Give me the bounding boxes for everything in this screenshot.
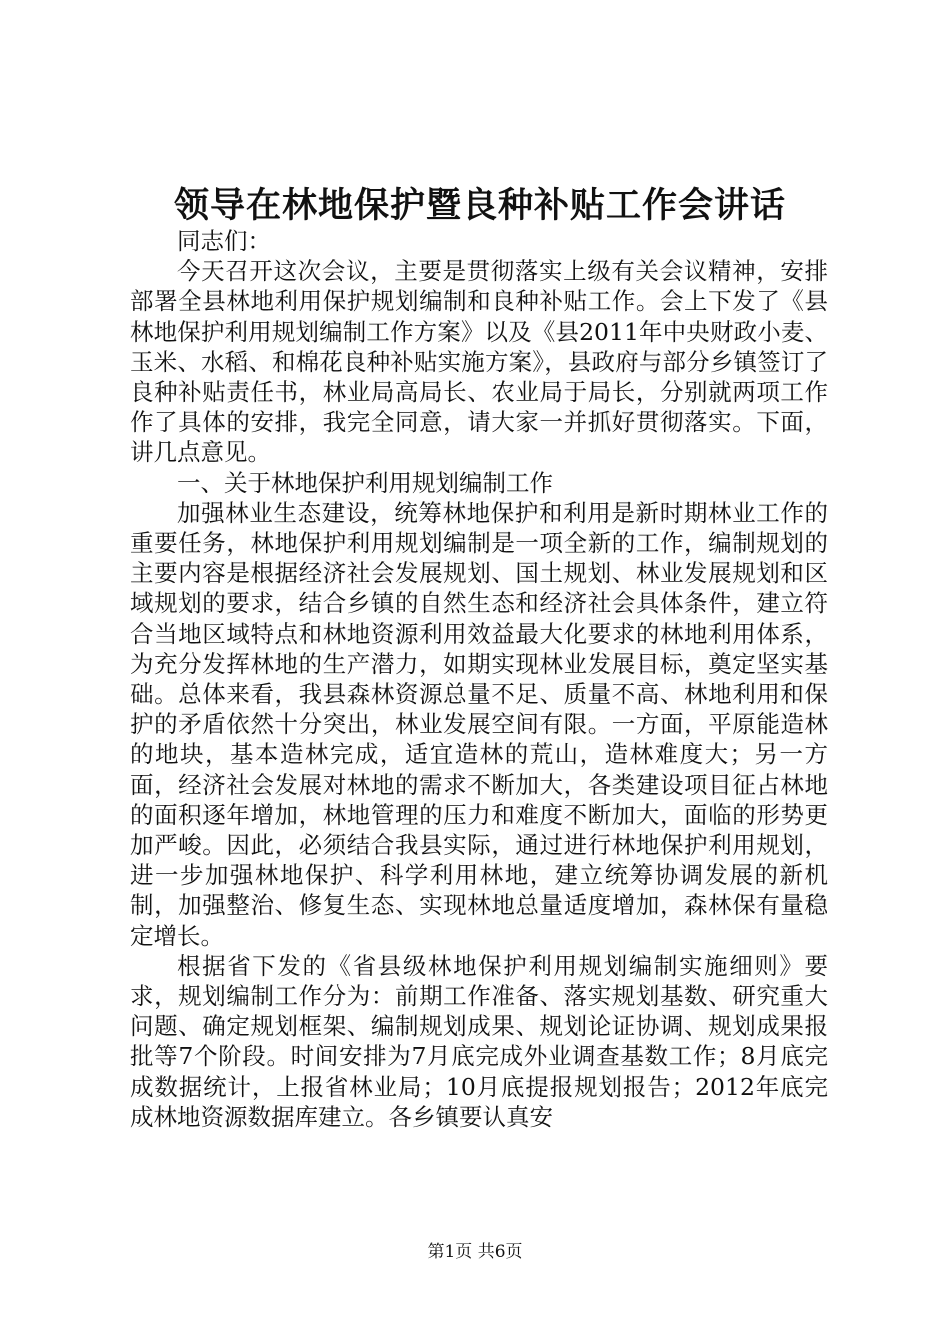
paragraph-2: 加强林业生态建设，统筹林地保护和利用是新时期林业工作的重要任务，林地保护利用规划编制是一项全新的工作，编制规划的主要内容是根据经济社会发展规划、国土规划、林业发展规划和区域规划的要求，结合乡镇的自然生态和经济社会具体条件，建立符合当地区域特点和林地资源利用效益最大化要求的林地利用体系，为充分发挥林地的生产潜力，如期实现林业发展目标，奠定坚实基础。总体来看，我县森林资源总量不足、质量不高、林地利用和保护的矛盾依然十分突出，林业发展空间有限。一方面，平原能造林的地块，基本造林完成，适宜造林的荒山，造林难度大；另一方面，经济社会发展对林地的需求不断加大，各类建设项目征占林地的面积逐年增加，林地管理的压力和难度不断加大，面临的形势更加严峻。因此，必须结合我县实际，通过进行林地保护利用规划，进一步加强林地保护、科学利用林地，建立统筹协调发展的新机制，加强整治、修复生态、实现林地总量适度增加，森林保有量稳定增长。	[130, 498, 828, 950]
document-body	[130, 226, 828, 1132]
page-footer: 第1页 共6页	[427, 1242, 523, 1262]
paragraph-1: 今天召开这次会议，主要是贯彻落实上级有关会议精神，安排部署全县林地利用保护规划编制和良种补贴工作。会上下发了《县林地保护利用规划编制工作方案》以及《县2011年中央财政小麦、玉米、水稻、和棉花良种补贴实施方案》，县政府与部分乡镇签订了良种补贴责任书，林业局高局长、农业局于局长，分别就两项工作作了具体的安排，我完全同意，请大家一并抓好贯彻落实。下面，讲几点意见。	[130, 257, 828, 467]
document-title: 领导在林地保护暨良种补贴工作会讲话	[173, 185, 786, 226]
section-heading-1: 一、关于林地保护利用规划编制工作	[177, 468, 553, 497]
salutation: 同志们：	[177, 227, 271, 255]
paragraph-3: 根据省下发的《省县级林地保护利用规划编制实施细则》要求，规划编制工作分为：前期工作准备、落实规划基数、研究重大问题、确定规划框架、编制规划成果、规划论证协调、规划成果报批等7个阶段。时间安排为7月底完成外业调查基数工作；8月底完成数据统计，上报省林业局；10月底提报规划报告；2012年底完成林地资源数据库建立。各乡镇要认真安	[130, 951, 828, 1131]
